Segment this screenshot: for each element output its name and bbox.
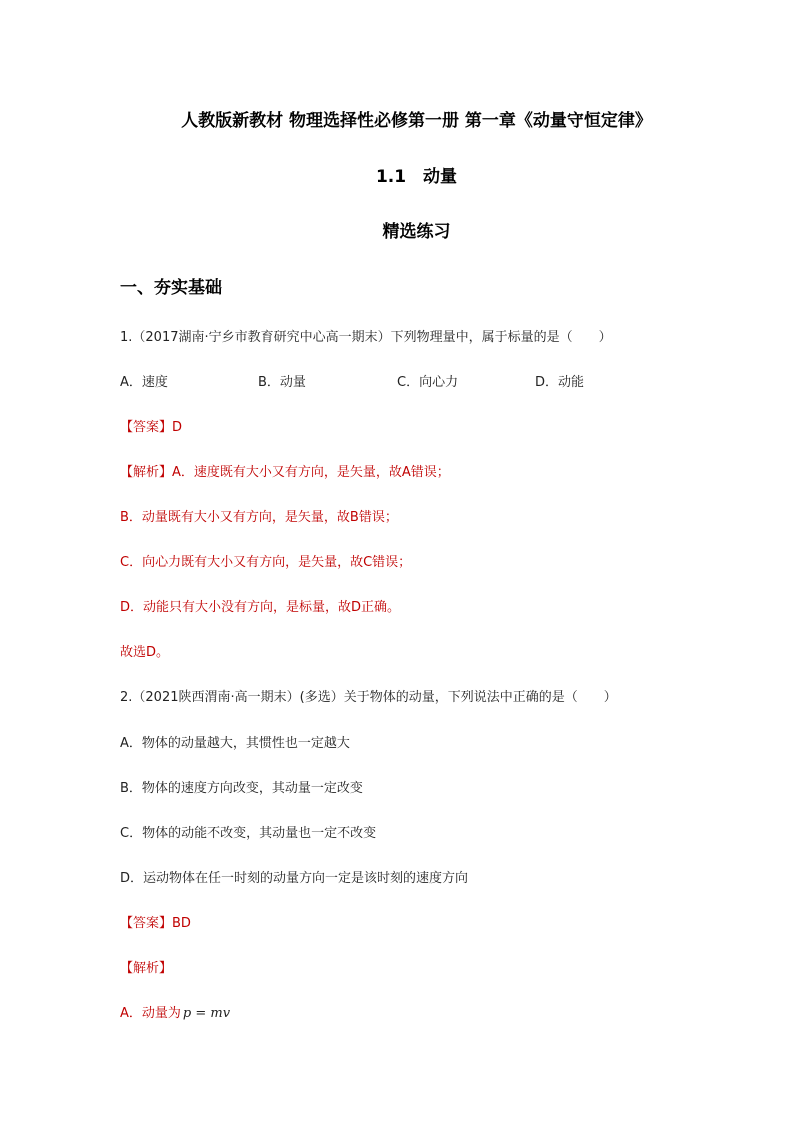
question-1-option-a: A．速度: [120, 375, 168, 390]
question-1-option-c: C．向心力: [397, 375, 459, 390]
analysis-text: A．速度既有大小又有方向，是矢量，故A错误；: [172, 465, 450, 480]
question-1-stem: 1.（2017湖南·宁乡市教育研究中心高一期末）下列物理量中，属于标量的是（ ）: [120, 330, 612, 345]
lesson-number: 1.1 动量: [375, 167, 458, 187]
question-1-analysis-c: C．向心力既有大小又有方向，是矢量，故C错误；: [120, 555, 412, 570]
analysis-label: 【解析】: [120, 465, 173, 480]
question-2-stem: 2.（2021陕西渭南·高一期末）(多选）关于物体的动量，下列说法中正确的是（ ）: [120, 690, 617, 705]
answer-value: BD: [172, 916, 191, 931]
answer-value: D: [172, 420, 183, 435]
momentum-formula: p = mv: [182, 1006, 231, 1021]
answer-label: 【答案】: [120, 916, 173, 931]
document-subtitle: 精选练习: [382, 222, 451, 242]
question-1-answer: [120, 416, 182, 435]
question-2-option-d: D．运动物体在任一时刻的动量方向一定是该时刻的速度方向: [120, 871, 469, 886]
question-1-analysis-a: [120, 461, 450, 480]
question-1-option-d: D．动能: [535, 375, 585, 390]
question-2-option-b: B．物体的速度方向改变，其动量一定改变: [120, 781, 363, 796]
analysis-text: A．动量为: [120, 1006, 181, 1021]
question-1-analysis-d: D．动能只有大小没有方向，是标量，故D正确。: [120, 600, 401, 615]
question-1-option-b: B．动量: [258, 375, 306, 390]
question-2-option-a: A．物体的动量越大，其惯性也一定越大: [120, 736, 350, 751]
answer-label: 【答案】: [120, 420, 173, 435]
question-1-analysis-b: B．动量既有大小又有方向，是矢量，故B错误；: [120, 510, 398, 525]
question-2-option-c: C．物体的动能不改变，其动量也一定不改变: [120, 826, 377, 841]
question-2-analysis-a: [120, 1002, 230, 1021]
question-2-analysis-label: 【解析】: [120, 961, 173, 976]
part-heading: 一、夯实基础: [120, 278, 222, 298]
document-title: 人教版新教材 物理选择性必修第一册 第一章《动量守恒定律》: [181, 111, 652, 131]
question-2-answer: [120, 912, 191, 931]
question-1-conclusion: 故选D。: [120, 645, 170, 660]
